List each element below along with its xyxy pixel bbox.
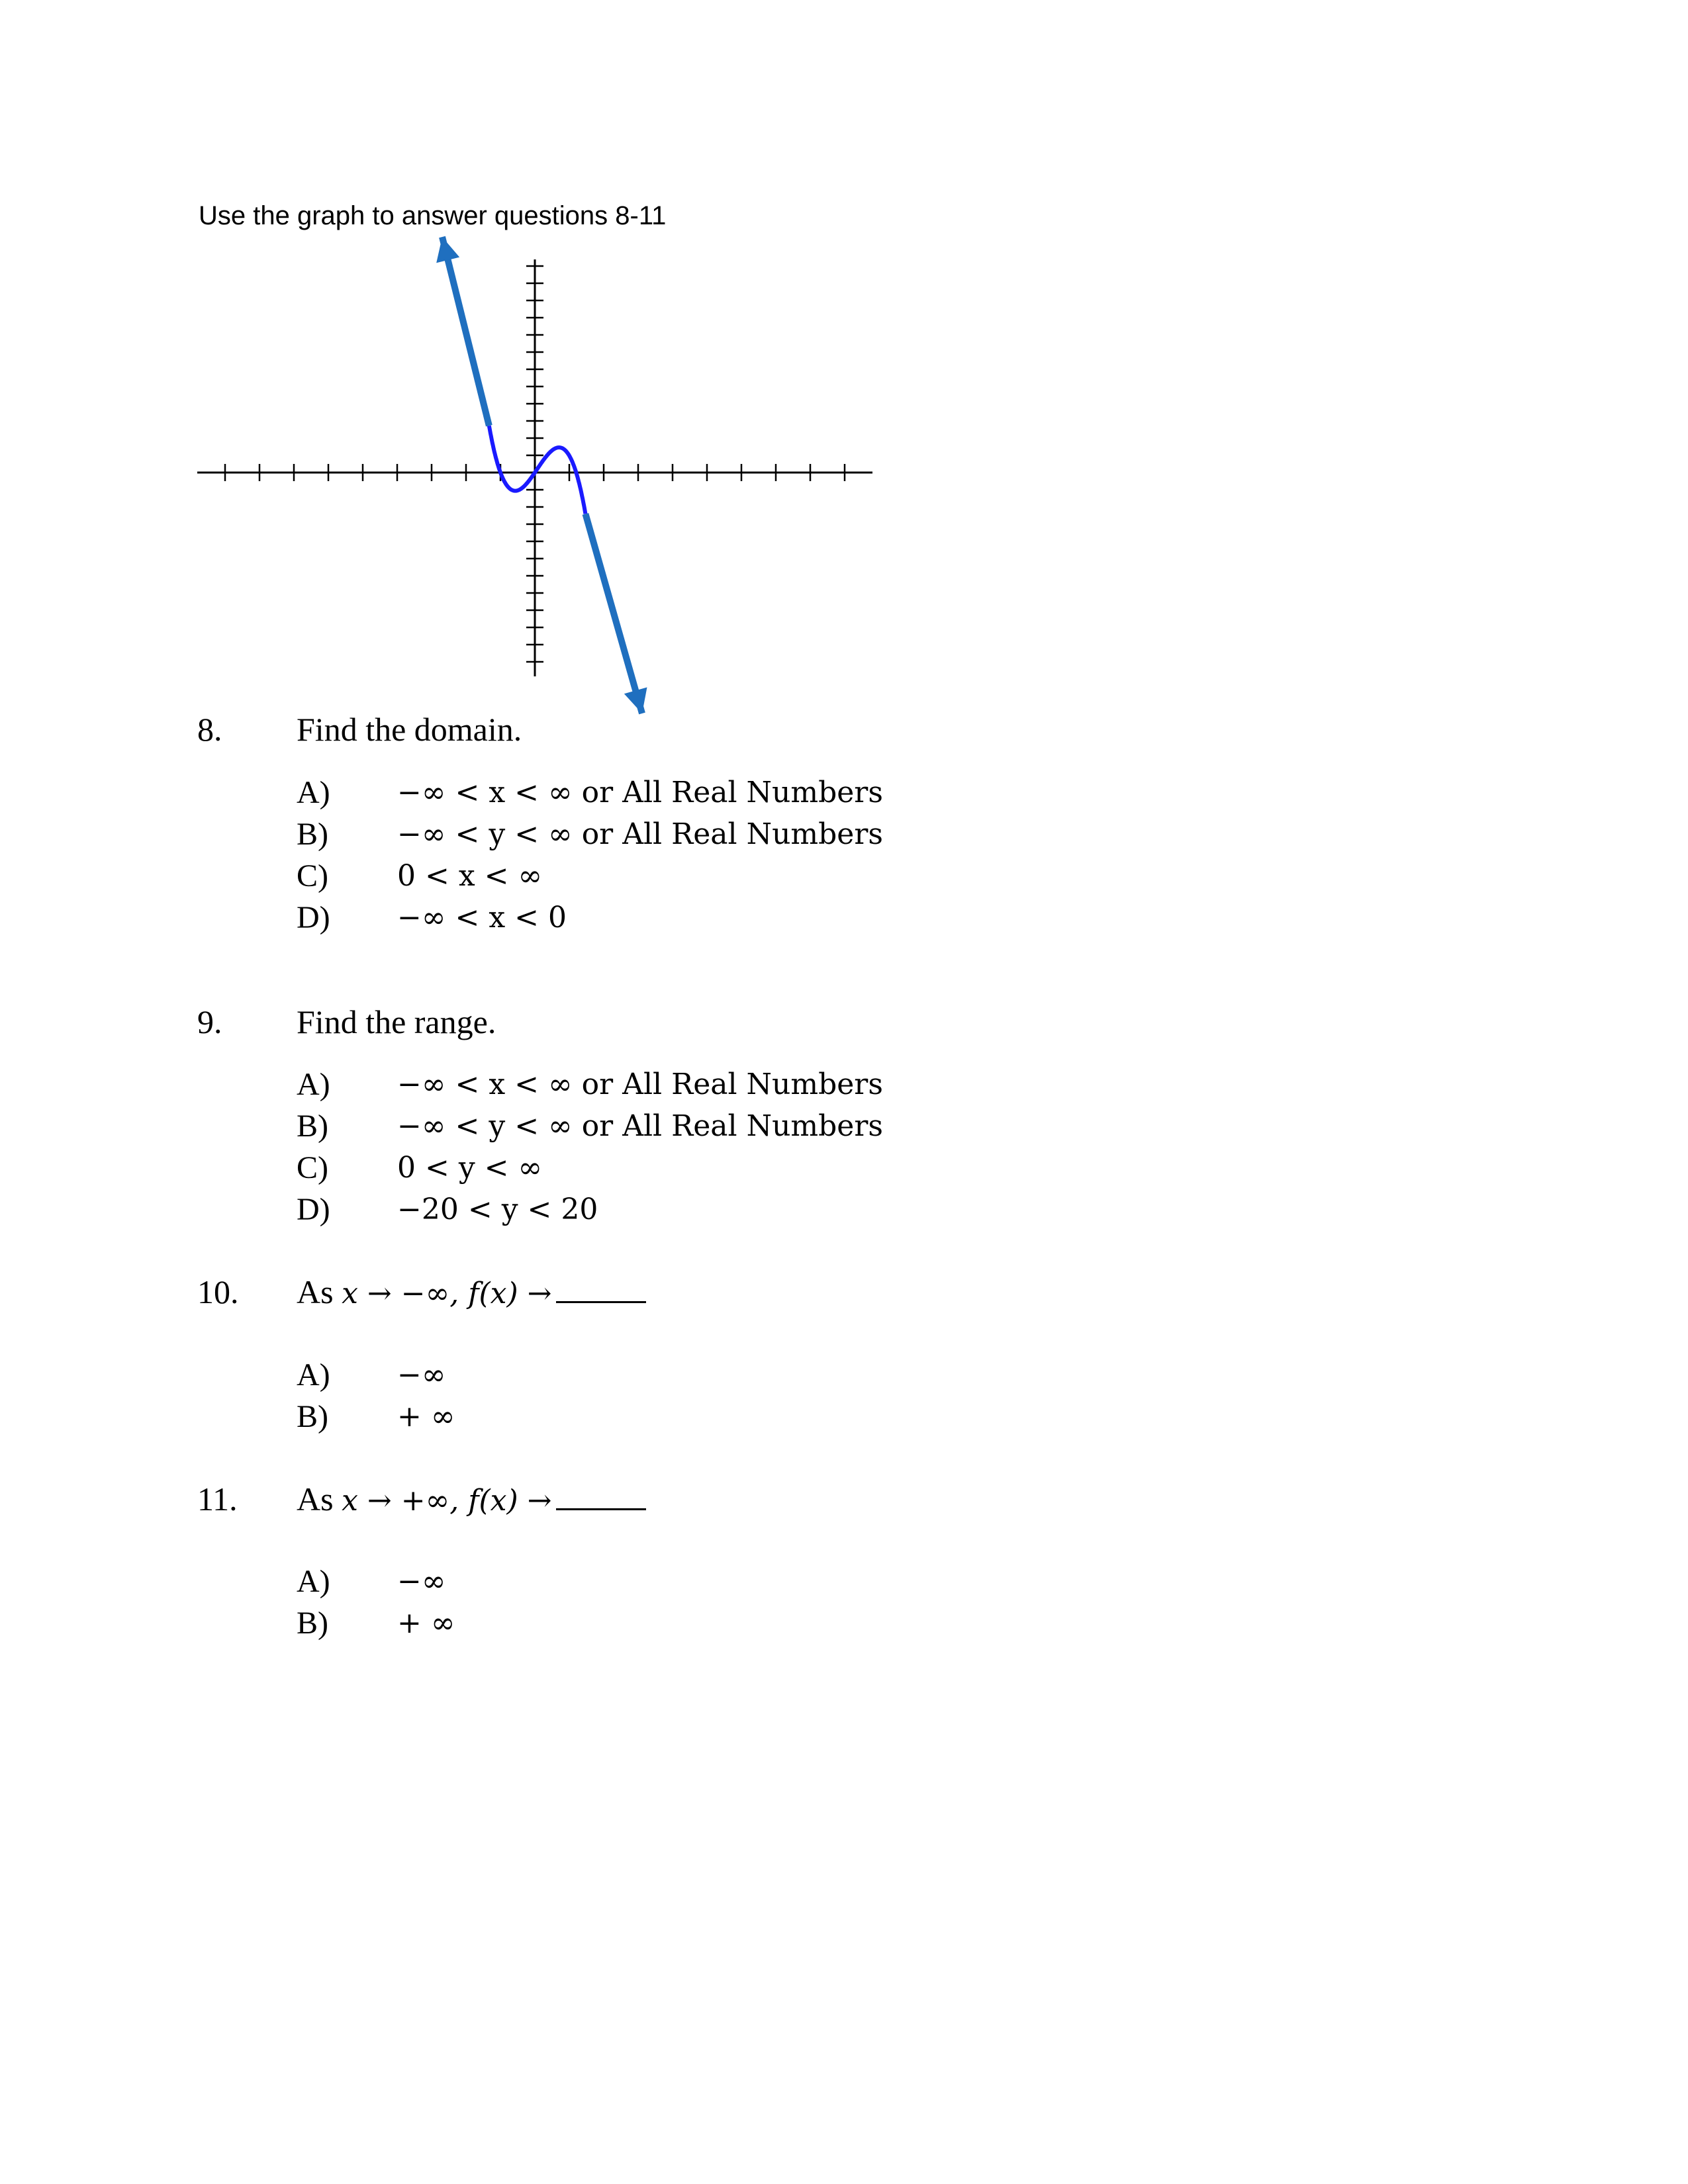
- option-text: −∞: [397, 1565, 446, 1598]
- question-prompt: [297, 1478, 646, 1522]
- option-letter[interactable]: A): [297, 1564, 330, 1599]
- option-letter[interactable]: B): [297, 817, 328, 852]
- left-end-arrow-shaft: [442, 237, 489, 426]
- question-prompt: [297, 1271, 646, 1315]
- cubic-curve: [489, 426, 586, 514]
- option-letter[interactable]: B): [297, 1606, 328, 1641]
- option-text: 0 < x < ∞: [397, 859, 543, 893]
- option-letter[interactable]: A): [297, 775, 330, 810]
- option-text: 0 < y < ∞: [397, 1151, 543, 1185]
- option-text: −20 < y < 20: [397, 1193, 598, 1226]
- question-number: 8.: [197, 711, 222, 748]
- question-prompt: Find the domain.: [297, 711, 522, 748]
- intro-text: Use the graph to answer questions 8-11: [199, 201, 667, 230]
- question-number: 9.: [197, 1003, 222, 1040]
- option-letter[interactable]: B): [297, 1399, 328, 1434]
- option-letter[interactable]: C): [297, 858, 328, 893]
- option-text: + ∞: [397, 1606, 455, 1640]
- answer-blank[interactable]: [556, 1272, 646, 1303]
- option-letter[interactable]: B): [297, 1109, 328, 1144]
- right-end-arrow-shaft: [585, 514, 642, 713]
- option-letter[interactable]: D): [297, 1192, 330, 1227]
- question-number: 11.: [197, 1480, 238, 1518]
- answer-blank[interactable]: [556, 1479, 646, 1510]
- end-arrows: [436, 237, 647, 713]
- prompt-prefix: As: [297, 1273, 334, 1310]
- option-text: −∞ < x < ∞ or All Real Numbers: [397, 776, 883, 809]
- option-text: −∞ < x < ∞ or All Real Numbers: [397, 1068, 883, 1101]
- axes: [197, 259, 872, 676]
- option-letter[interactable]: A): [297, 1067, 330, 1102]
- option-text: + ∞: [397, 1400, 455, 1433]
- option-text: −∞ < y < ∞ or All Real Numbers: [397, 817, 883, 851]
- question-prompt: Find the range.: [297, 1003, 496, 1040]
- option-text: −∞: [397, 1358, 446, 1392]
- prompt-prefix: As: [297, 1480, 334, 1518]
- cubic-graph: [0, 0, 1688, 741]
- option-letter[interactable]: C): [297, 1150, 328, 1185]
- question-number: 10.: [197, 1273, 239, 1310]
- prompt-math: x → −∞, f(x) →: [342, 1277, 552, 1310]
- prompt-math: x → +∞, f(x) →: [342, 1484, 552, 1518]
- option-letter[interactable]: A): [297, 1357, 330, 1392]
- option-text: −∞ < x < 0: [397, 901, 567, 934]
- option-text: −∞ < y < ∞ or All Real Numbers: [397, 1109, 883, 1143]
- option-letter[interactable]: D): [297, 900, 330, 935]
